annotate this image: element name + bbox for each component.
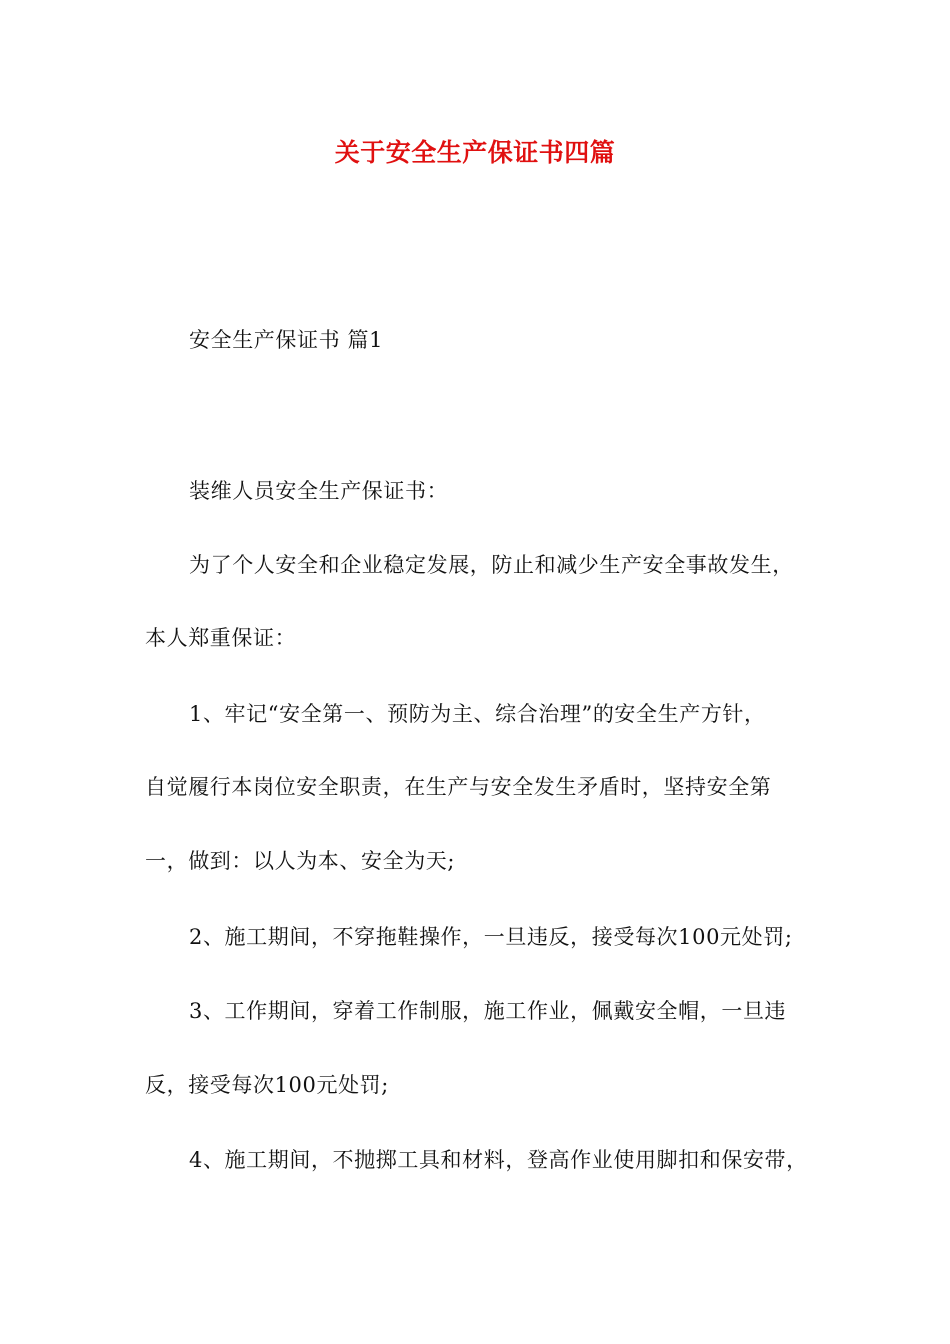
paragraph-line: 反，接受每次100元处罚; [145, 1073, 389, 1097]
paragraph-line: 1、牢记“安全第一、预防为主、综合治理”的安全生产方针， [189, 702, 766, 726]
paragraph-line: 4、施工期间，不抛掷工具和材料，登高作业使用脚扣和保安带， [189, 1148, 808, 1172]
paragraph-line: 为了个人安全和企业稳定发展，防止和减少生产安全事故发生， [189, 553, 794, 577]
paragraph-line: 本人郑重保证： [145, 626, 297, 650]
paragraph-line: 自觉履行本岗位安全职责，在生产与安全发生矛盾时，坚持安全第 [145, 775, 772, 799]
paragraph-line: 2、施工期间，不穿拖鞋操作，一旦违反，接受每次100元处罚; [189, 925, 793, 949]
paragraph-line: 3、工作期间，穿着工作制服，施工作业，佩戴安全帽，一旦违 [189, 999, 787, 1023]
paragraph-line: 一，做到：以人为本、安全为天; [145, 849, 456, 873]
section-heading: 安全生产保证书 篇1 [189, 328, 384, 352]
document-title: 关于安全生产保证书四篇 [334, 138, 616, 167]
paragraph-line: 装维人员安全生产保证书： [189, 479, 449, 503]
